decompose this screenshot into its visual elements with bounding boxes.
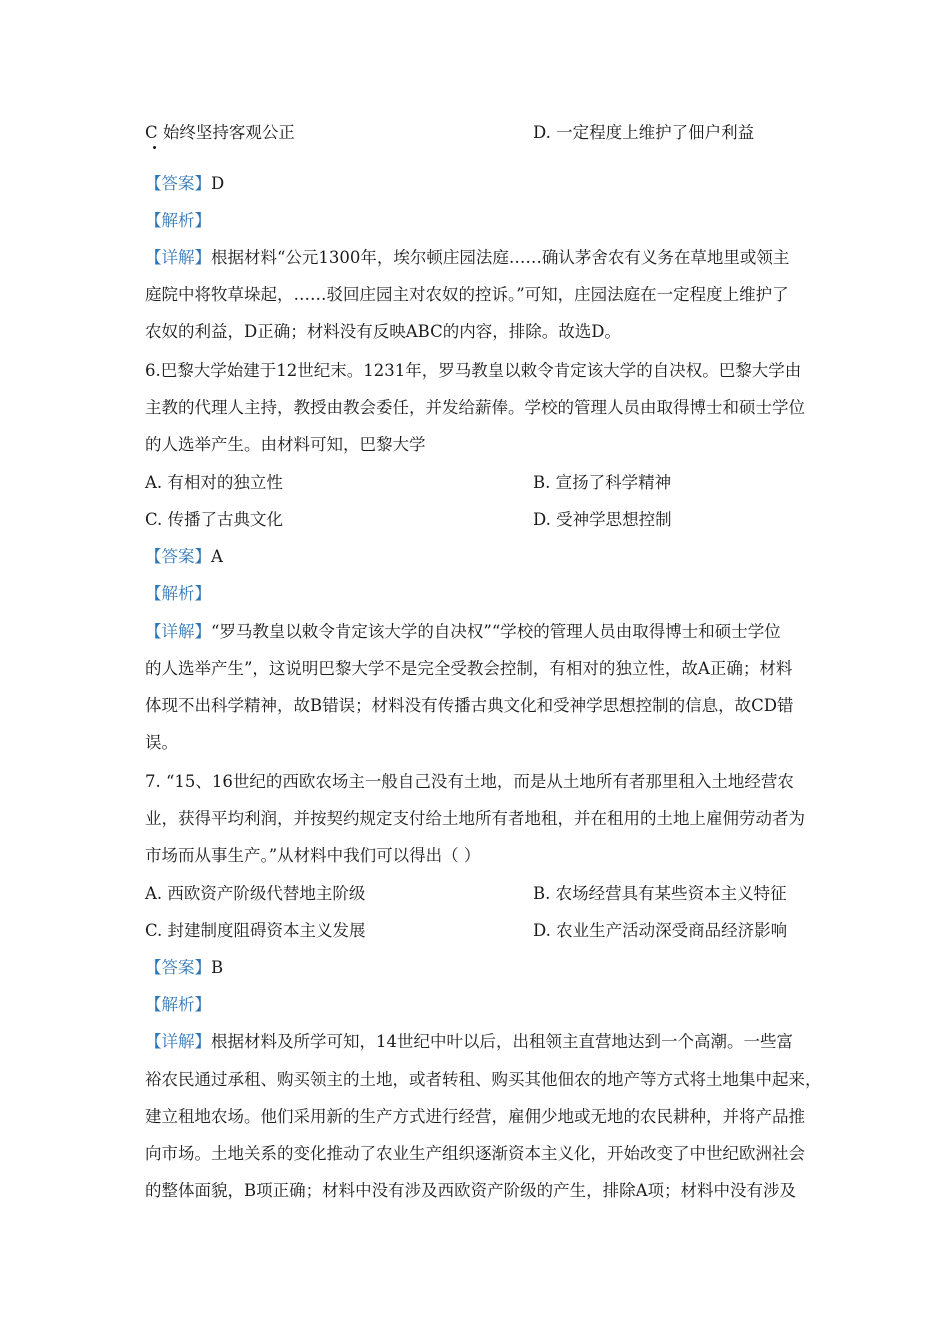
detail-tag: 【详解】: [145, 248, 211, 267]
q7-stem-line-2: 业，获得平均利润，并按契约规定支付给土地所有者地租，并在租用的土地上雇佣劳动者为: [145, 809, 805, 828]
answer-tag: 【答案】: [145, 547, 211, 566]
q7-option-d: D. 农业生产活动深受商品经济影响: [533, 921, 788, 940]
detail-text: 根据材料及所学可知，14世纪中叶以后，出租领主直营地达到一个高潮。一些富: [211, 1032, 793, 1051]
q5-detail-line-1: [145, 247, 789, 269]
answer-value: A: [211, 547, 223, 566]
analysis-tag: 【解析】: [145, 211, 211, 230]
q7-detail-line-2: 裕农民通过承租、购买领主的土地，或者转租、购买其他佃农的地产等方式将土地集中起来，: [145, 1070, 822, 1089]
analysis-tag: 【解析】: [145, 995, 211, 1014]
q6-detail-line-3: 体现不出科学精神，故B错误；材料没有传播古典文化和受神学思想控制的信息，故CD错: [145, 696, 794, 715]
q6-option-c: C. 传播了古典文化: [145, 510, 284, 529]
q6-stem-line-2: 主教的代理人主持，教授由教会委任，并发给薪俸。学校的管理人员由取得博士和硕士学位: [145, 398, 805, 417]
q6-detail-line-1: [145, 621, 781, 643]
detail-tag: 【详解】: [145, 622, 211, 641]
q7-detail-line-4: 向市场。土地关系的变化推动了农业生产组织逐渐资本主义化，开始改变了中世纪欧洲社会: [145, 1144, 805, 1163]
detail-tag: 【详解】: [145, 1032, 211, 1051]
q5-option-d: D. 一定程度上维护了佃户利益: [533, 123, 755, 142]
answer-tag: 【答案】: [145, 958, 211, 977]
analysis-tag: 【解析】: [145, 584, 211, 603]
detail-text: 根据材料“公元1300年，埃尔顿庄园法庭……确认茅舍农有义务在草地里或领主: [211, 248, 790, 267]
q6-detail-line-4: 误。: [145, 733, 178, 752]
q6-option-b: B. 宣扬了科学精神: [533, 473, 672, 492]
q5-detail-line-3: 农奴的利益，D正确；材料没有反映ABC的内容，排除。故选D。: [145, 322, 621, 341]
q7-option-b: B. 农场经营具有某些资本主义特征: [533, 884, 787, 903]
q6-detail-line-2: 的人选举产生”，这说明巴黎大学不是完全受教会控制，有相对的独立性，故A正确；材料: [145, 659, 793, 678]
q7-detail-line-3: 建立租地农场。他们采用新的生产方式进行经营，雇佣少地或无地的农民耕种，并将产品推: [145, 1107, 805, 1126]
answer-tag: 【答案】: [145, 174, 211, 193]
detail-text: “罗马教皇以敕令肯定该大学的自决权”“学校的管理人员由取得博士和硕士学位: [211, 622, 781, 641]
q7-detail-line-1: [145, 1031, 793, 1053]
q6-stem-line-3: 的人选举产生。由材料可知，巴黎大学: [145, 435, 426, 454]
q7-stem-line-3: 市场而从事生产。”从材料中我们可以得出（ ）: [145, 846, 481, 865]
answer-value: D: [211, 174, 225, 193]
q7-detail-line-5: 的整体面貌，B项正确；材料中没有涉及西欧资产阶级的产生，排除A项；材料中没有涉及: [145, 1181, 797, 1200]
q7-option-c: C. 封建制度阻碍资本主义发展: [145, 921, 366, 940]
q7-answer-line: [145, 957, 223, 979]
q6-answer-line: [145, 546, 223, 568]
q7-option-a: A. 西欧资产阶级代替地主阶级: [145, 884, 366, 903]
q6-option-a: A. 有相对的独立性: [145, 473, 283, 492]
q5-detail-line-2: 庭院中将牧草垛起，……驳回庄园主对农奴的控诉。”可知，庄园法庭在一定程度上维护了: [145, 285, 789, 304]
q5-answer-line: [145, 173, 224, 195]
q7-stem-line-1: 7. “15、16世纪的西欧农场主一般自己没有土地，而是从土地所有者那里租入土地经营农: [145, 772, 794, 791]
q6-option-d: D. 受神学思想控制: [533, 510, 672, 529]
stray-dot: [153, 146, 156, 149]
answer-value: B: [211, 958, 224, 977]
q6-stem-line-1: 6.巴黎大学始建于12世纪末。1231年，罗马教皇以敕令肯定该大学的自决权。巴黎大学由: [145, 361, 802, 380]
q5-option-c: C 始终坚持客观公正: [145, 123, 295, 142]
